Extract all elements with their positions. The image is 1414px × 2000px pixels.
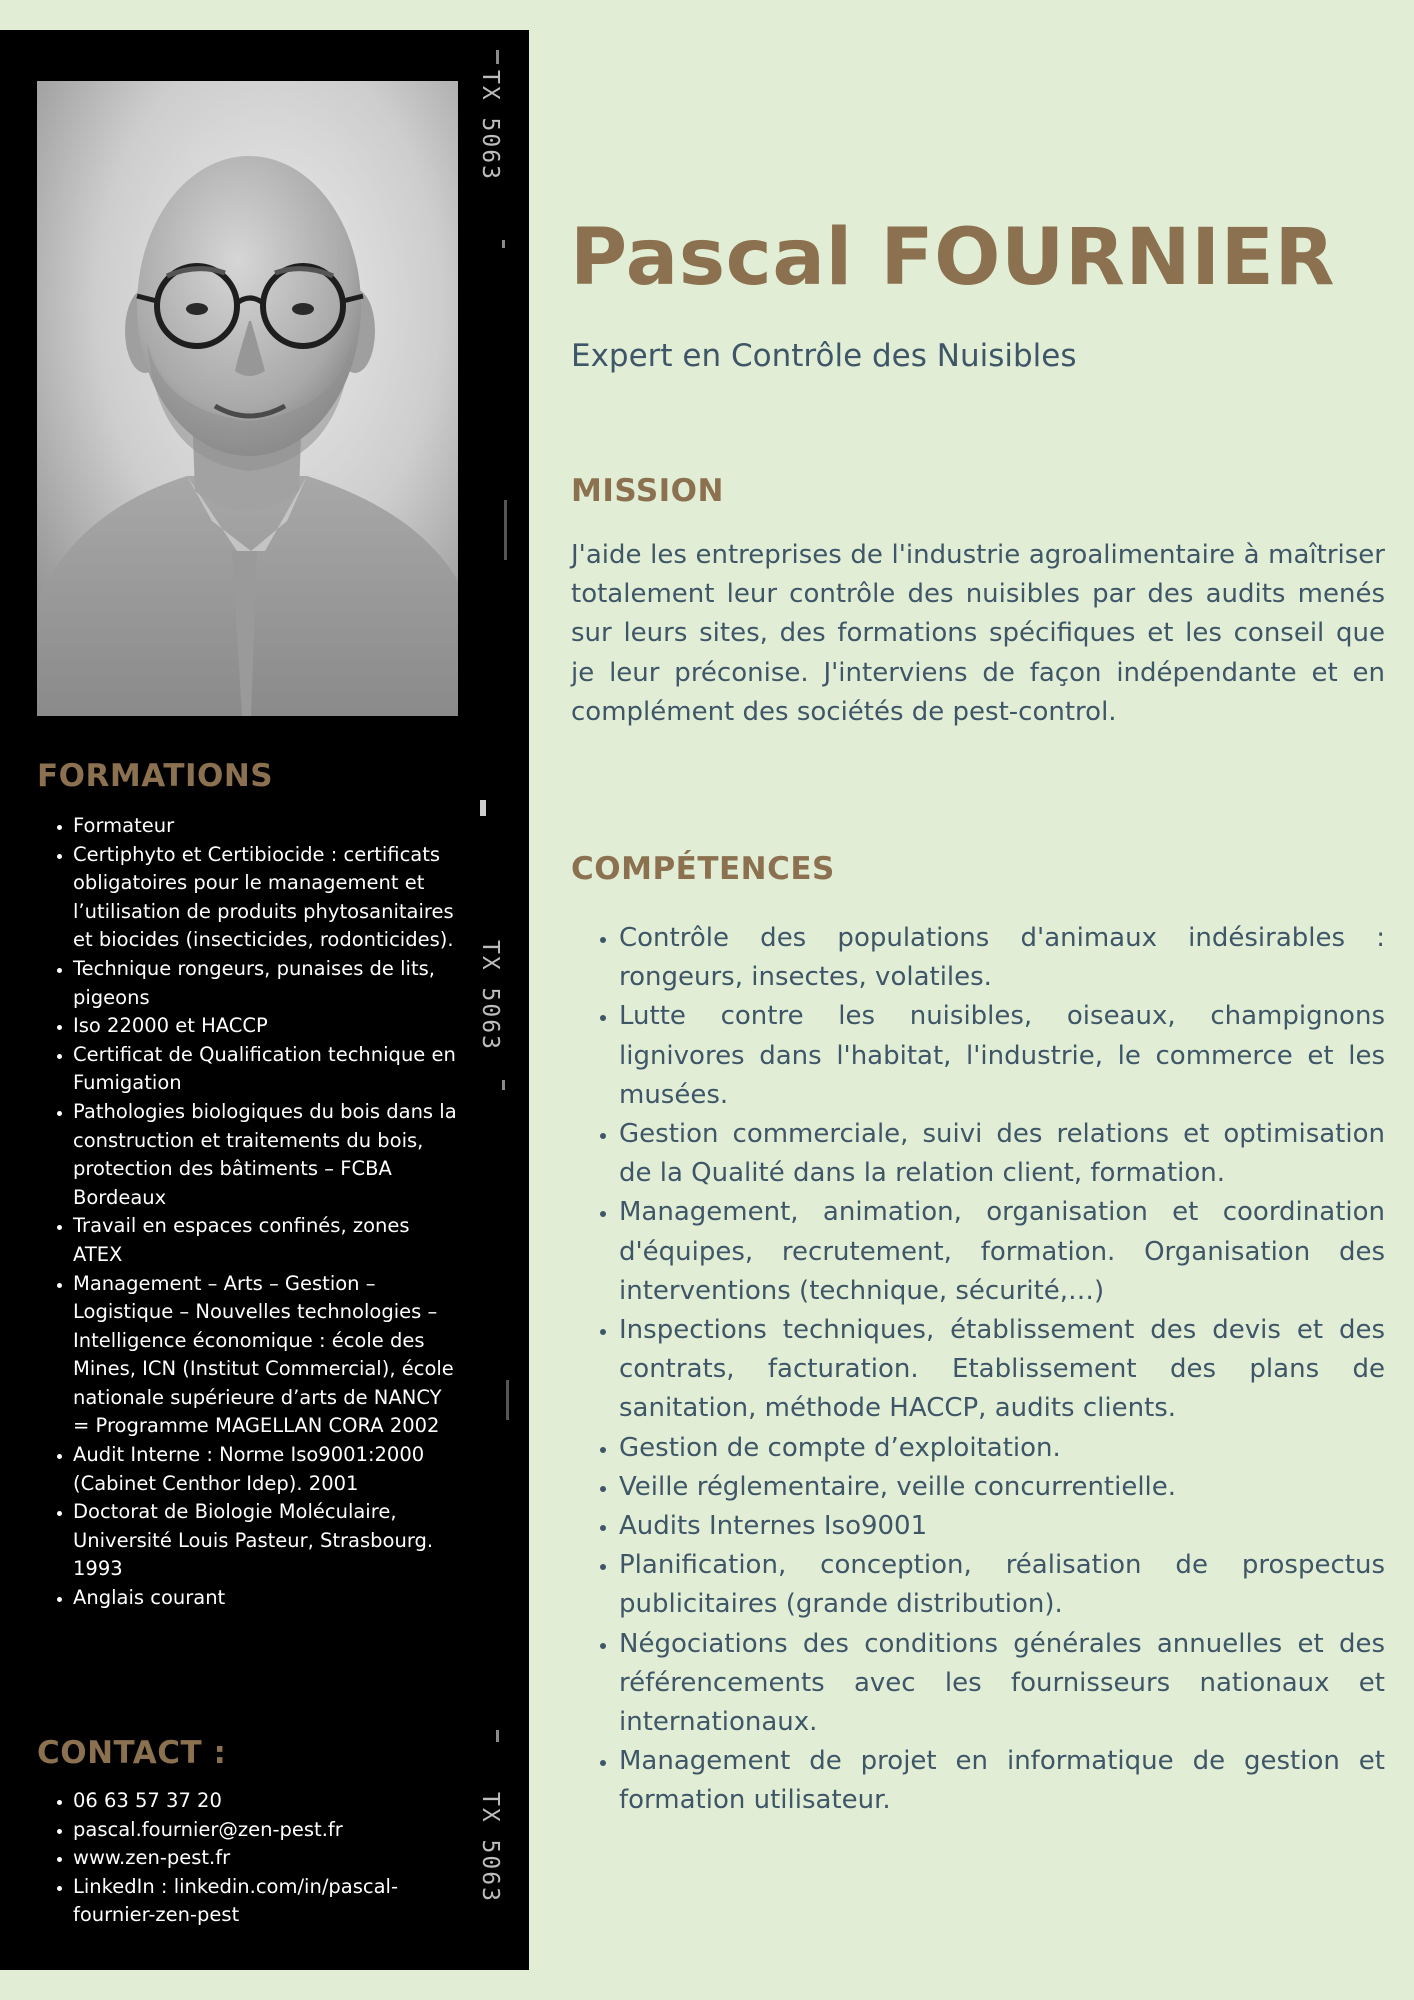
film-code: TX 5063 [477, 940, 503, 1051]
competence-item: • Audits Internes Iso9001 [619, 1507, 1385, 1546]
film-mark [480, 800, 486, 816]
film-mark [496, 1730, 499, 1742]
film-mark [502, 240, 505, 248]
film-mark [502, 1080, 505, 1090]
mission-text: J'aide les entreprises de l'industrie agroalimentaire à maîtriser totalement leur contrôle des nuisibles par des audits menés sur leurs sites, des formations spécifiques et les conseil que je leur préconise. J'interviens de façon indépendante et en complément des sociétés de pest-control. [571, 540, 1385, 727]
film-strip [466, 30, 526, 1970]
formation-item: • Certiphyto et Certibiocide : certificats obligatoires pour le management et l’utilisation de produits phytosanitaires et biocides (insecticides, rodonticides). [73, 841, 457, 955]
competence-item: • Négociations des conditions générales annuelles et des référencements avec les fournisseurs nationaux et internationaux. [619, 1625, 1385, 1743]
competences-list [571, 919, 1385, 1821]
competence-item: • Veille réglementaire, veille concurrentielle. [619, 1468, 1385, 1507]
film-mark [496, 50, 499, 64]
mission-heading: MISSION [571, 473, 724, 509]
competence-item: • Lutte contre les nuisibles, oiseaux, champignons lignivores dans l'habitat, l'industrie, le commerce et les musées. [619, 997, 1385, 1115]
formation-item: • Doctorat de Biologie Moléculaire, Université Louis Pasteur, Strasbourg. 1993 [73, 1498, 457, 1584]
formation-item: • Certificat de Qualification technique en Fumigation [73, 1041, 457, 1098]
contact-phone[interactable]: • 06 63 57 37 20 [73, 1787, 457, 1816]
contact-website[interactable]: • www.zen-pest.fr [73, 1844, 457, 1873]
film-mark [504, 500, 507, 560]
portrait-photo [37, 81, 458, 716]
formation-item: • Iso 22000 et HACCP [73, 1012, 457, 1041]
job-title: Expert en Contrôle des Nuisibles [571, 338, 1077, 374]
formation-item: • Pathologies biologiques du bois dans la construction et traitements du bois, protection des bâtiments – FCBA Bordeaux [73, 1098, 457, 1212]
competence-item: • Planification, conception, réalisation de prospectus publicitaires (grande distribution). [619, 1546, 1385, 1624]
person-name: Pascal FOURNIER [570, 213, 1336, 303]
film-mark [506, 1380, 509, 1420]
formations-list [37, 812, 457, 1613]
competence-item: • Inspections techniques, établissement des devis et des contrats, facturation. Etablissement des plans de sanitation, méthode HACCP, audits clients. [619, 1311, 1385, 1429]
portrait-photo-icon [37, 81, 458, 716]
formation-item: • Formateur [73, 812, 457, 841]
contact-list [37, 1787, 457, 1930]
film-code: TX 5063 [477, 1792, 503, 1903]
competence-item: • Management de projet en informatique de gestion et formation utilisateur. [619, 1742, 1385, 1820]
competences-heading: COMPÉTENCES [571, 851, 835, 887]
contact-email[interactable]: • pascal.fournier@zen-pest.fr [73, 1816, 457, 1845]
formation-item: • Travail en espaces confinés, zones ATEX [73, 1212, 457, 1269]
formation-item: • Management – Arts – Gestion – Logistique – Nouvelles technologies – Intelligence économique : école des Mines, ICN (Institut Commercial), école nationale supérieure d’arts de NANCY = Programme MAGELLAN CORA 2002 [73, 1270, 457, 1442]
sidebar [0, 30, 529, 1970]
competence-item: • Contrôle des populations d'animaux indésirables : rongeurs, insectes, volatiles. [619, 919, 1385, 997]
competence-item: • Gestion commerciale, suivi des relations et optimisation de la Qualité dans la relation client, formation. [619, 1115, 1385, 1193]
contact-linkedin[interactable]: • LinkedIn : linkedin.com/in/pascal-fournier-zen-pest [73, 1873, 457, 1930]
formations-heading: FORMATIONS [37, 758, 274, 794]
competence-item: • Management, animation, organisation et coordination d'équipes, recrutement, formation. Organisation des interventions (technique, sécurité,…) [619, 1193, 1385, 1311]
contact-heading: CONTACT : [37, 1735, 227, 1771]
film-code: TX 5063 [477, 70, 503, 181]
competence-item: • Gestion de compte d’exploitation. [619, 1429, 1385, 1468]
formation-item: • Technique rongeurs, punaises de lits, pigeons [73, 955, 457, 1012]
formation-item: • Audit Interne : Norme Iso9001:2000 (Cabinet Centhor Idep). 2001 [73, 1441, 457, 1498]
formation-item: • Anglais courant [73, 1584, 457, 1613]
